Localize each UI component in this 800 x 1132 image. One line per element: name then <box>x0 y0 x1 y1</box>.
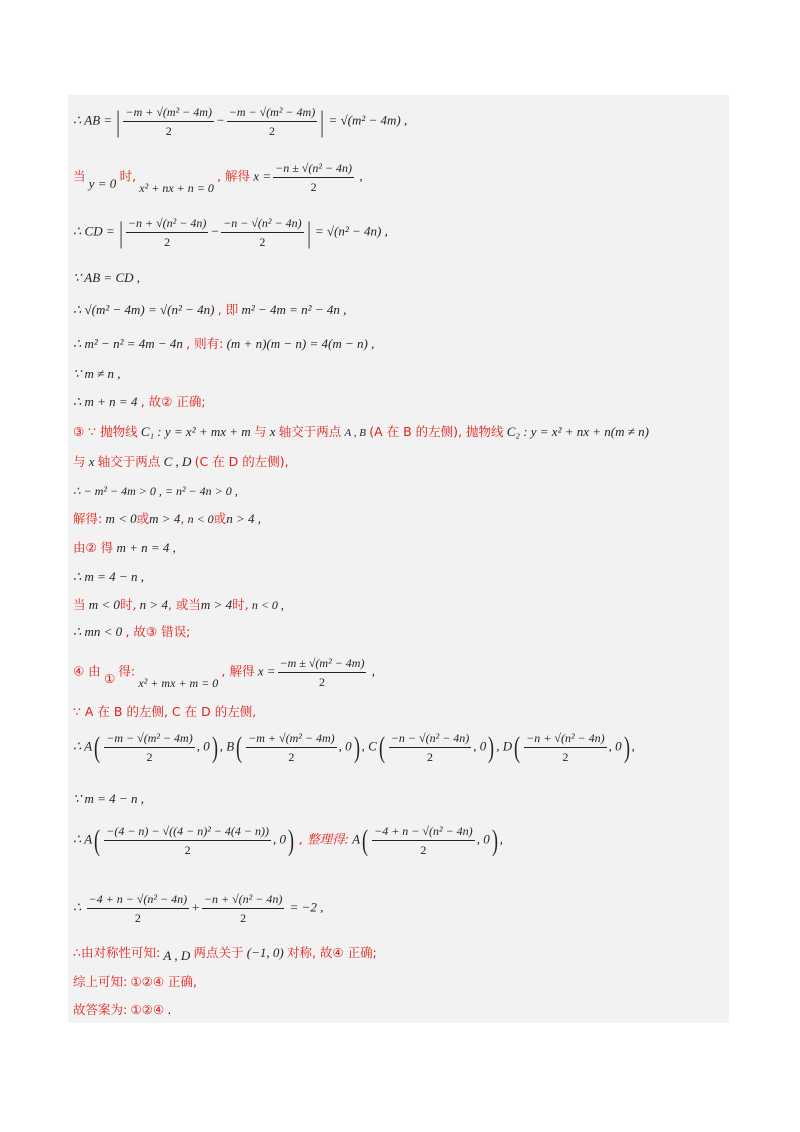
sum-result: = −2 , <box>289 899 324 915</box>
math-x: x = <box>253 168 272 184</box>
text-wrong-3: , 故③ 错误; <box>125 624 191 639</box>
line-from-2 <box>73 540 176 556</box>
text-or: 或 <box>213 511 227 526</box>
math-x: x <box>88 454 95 469</box>
ab-result: = √(m² − 4m) , <box>328 112 408 128</box>
frac-num: −(4 − n) − √((4 − n)² − 4(4 − n)) <box>104 823 271 841</box>
line-cases <box>73 597 284 613</box>
line-m-eq: ∴ m = 4 − n , <box>73 569 144 584</box>
text-circled-1: ① <box>103 671 116 687</box>
text-axis-two: 轴交于两点 <box>97 454 161 469</box>
math-eq-n: x² + nx + n = 0 <box>139 181 214 196</box>
frac-den: 2 <box>427 750 434 764</box>
math-cd: C , D <box>163 454 192 469</box>
math-n-lt0: n < 0 , <box>251 598 284 612</box>
frac-den: 2 <box>268 124 275 138</box>
frac-num: −m + √(m² − 4m) <box>123 104 213 122</box>
frac-num: −n ± √(n² − 4n) <box>273 160 354 178</box>
math-eq-m: x² + mx + m = 0 <box>138 676 219 691</box>
frac-den: 2 <box>288 750 295 764</box>
text-answer: ①②④ <box>130 1002 165 1017</box>
line-m-ne-n: ∵ m ≠ n , <box>73 366 121 381</box>
therefore-a: ∴ A <box>73 831 93 847</box>
line-mn-lt0 <box>73 624 190 640</box>
text-yu: 与 <box>73 454 86 469</box>
line-solve-ranges <box>73 511 261 527</box>
math-m-lt0: m < 0 <box>105 511 137 526</box>
text-two-points: 两点关于 <box>193 945 244 960</box>
frac-den: 2 <box>146 750 153 764</box>
text-shi: 时, <box>119 597 137 612</box>
line-midpoint: ∴ $\frac{\text{−4 + n − √(n² − 4n)}}{2}$ + $\frac{\text{−n + √(n² − 4n)}}{2}$ = −2 , <box>73 892 324 925</box>
math-x: x = <box>257 663 276 679</box>
frac-den: 2 <box>164 235 171 249</box>
math-diff: ∴ m² − n² = 4m − 4n <box>73 336 183 351</box>
frac-num: −m − √(m² − 4m) <box>104 730 194 748</box>
frac-num: −m − √(m² − 4m) <box>227 104 317 122</box>
frac-num: −4 + n − √(n² − 4n) <box>87 891 190 909</box>
therefore: ∴ <box>73 738 82 754</box>
math-mn4: ∴ m + n = 4 <box>73 394 138 409</box>
abs-left: | <box>119 215 123 249</box>
comma: , <box>219 738 223 754</box>
line-left-of <box>73 704 256 720</box>
text-get: 得: <box>118 663 136 679</box>
math-m-gt4: m > 4 <box>149 511 181 526</box>
frac-den: 2 <box>184 843 191 857</box>
math-ab: A , B <box>344 427 366 439</box>
comma: , <box>180 511 185 526</box>
text-solve: , 解得 <box>217 168 251 184</box>
math-m-lt0: m < 0 <box>88 597 120 612</box>
line-discriminant: ∴ − m² − 4m > 0 , = n² − 4n > 0 , <box>73 484 238 498</box>
text-or-when: , 或当 <box>167 597 201 612</box>
frac-den: 2 <box>165 124 172 138</box>
comma: , <box>499 831 503 847</box>
frac-num: −4 + n − √(n² − 4n) <box>372 823 475 841</box>
point-c: C <box>368 738 377 754</box>
text-shi: 时, <box>232 597 249 612</box>
text-solve: 解得: <box>73 511 103 526</box>
text-when: 当 <box>73 597 86 612</box>
line-m-plus-n <box>73 394 206 410</box>
math-factor: (m + n)(m − n) = 4(m − n) , <box>226 336 375 351</box>
period: . <box>167 1002 172 1017</box>
abs-right: | <box>320 104 324 138</box>
math-n-gt4: n > 4 , <box>226 511 261 526</box>
math-sqrt-eq: ∴ √(m² − 4m) = √(n² − 4n) <box>73 302 215 317</box>
frac-den: 2 <box>318 675 325 689</box>
math-mn-lt0: ∴ mn < 0 <box>73 624 123 639</box>
math-c2: C₂ : y = x² + nx + n(m ≠ n) <box>506 424 649 439</box>
line-answer <box>73 1002 171 1018</box>
text-or: 或 <box>136 511 150 526</box>
comma: , <box>359 168 363 184</box>
text-summary: 综上可知: <box>73 974 128 989</box>
line-parabola-c2 <box>73 454 289 470</box>
line-factor <box>73 336 374 352</box>
line-ab-eq-cd: ∵ AB = CD , <box>73 270 140 285</box>
line-summary <box>73 974 197 990</box>
text-parabola: ③ ∵ 抛物线 <box>73 424 138 439</box>
comma: , <box>361 738 365 754</box>
line-y-zero <box>73 160 363 195</box>
line-points: ∴ A( $\frac{\text{−m − √(m² − 4m)}}{2}$ , 0) , B( $\frac{\text{−m + √(m² − 4m)}}{2}$ , 0) , C( $\frac{\text{−n − √(n² − 4n)}}{2}$ , 0) , D( $\frac{\text{−n + √(n² − 4n)}}{2}$ , 0) , <box>73 730 635 764</box>
math-c1: C₁ : y = x² + mx + m <box>140 424 251 439</box>
cd-result: = √(n² − 4n) , <box>314 223 388 239</box>
text-when: 当 <box>73 168 86 184</box>
frac-den: 2 <box>259 235 266 249</box>
math-x: x <box>269 424 276 439</box>
text-shi: 时, <box>119 168 137 184</box>
frac-num: −n − √(n² − 4n) <box>389 730 471 748</box>
comma: , <box>496 738 500 754</box>
text-solve: , 解得 <box>221 663 255 679</box>
ab-label: ∴ AB = <box>73 112 113 128</box>
coord-zero: , 0 <box>196 738 210 754</box>
coord-zero: , 0 <box>338 738 352 754</box>
point-d: D <box>502 738 513 754</box>
comma: , <box>631 738 635 754</box>
line-cd-length: ∴ CD = | $\frac{\text{−n + √(n² − 4n)}}{2}$ − $\frac{\text{−n − √(n² − 4n)}}{2}$ | = √(n² − 4n) , <box>73 215 388 249</box>
line-solve-c1 <box>73 655 375 690</box>
frac-num: −m + √(m² − 4m) <box>246 730 336 748</box>
line-parabola-c1 <box>73 424 649 441</box>
text-from-2: 由② 得 <box>73 540 114 555</box>
therefore: ∴ <box>73 899 82 915</box>
frac-num: −n − √(n² − 4n) <box>221 215 303 233</box>
comma: , <box>371 663 375 679</box>
text-ji: , 即 <box>217 302 239 317</box>
coord-zero: , 0 <box>476 831 490 847</box>
abs-left: | <box>116 104 121 138</box>
math-mn4: m + n = 4 , <box>116 540 176 555</box>
cd-label: ∴ CD = <box>73 223 115 239</box>
line-point-a-sub: ∴ A( $\frac{\text{−(4 − n) − √((4 − n)² − 4(4 − n))}}{2}$ , 0) , 整理得: A( $\frac{\text{−4 + n − √(n² − 4n)}}{2}$ , 0) , <box>73 823 503 857</box>
frac-den: 2 <box>310 180 317 194</box>
math-n-gt4: n > 4 <box>139 597 168 612</box>
text-c-left: (C 在 D 的左侧), <box>194 454 289 469</box>
text-correct-2: , 故② 正确; <box>140 394 206 409</box>
frac-num: −n + √(n² − 4n) <box>126 215 208 233</box>
coord-zero: , 0 <box>608 738 622 754</box>
math-y0: y = 0 <box>88 176 117 192</box>
math-point: (−1, 0) <box>246 945 284 960</box>
coord-zero: , 0 <box>473 738 487 754</box>
frac-num: −m ± √(m² − 4m) <box>278 655 367 673</box>
line-ab-length: ∴ AB = | $\frac{\text{−m + √(m² − 4m)}}{2}$ − $\frac{\text{−m − √(m² − 4m)}}{2}$ | = √(m² − 4m) , <box>73 104 408 138</box>
line-sqrt-eq <box>73 302 346 318</box>
coord-zero: , 0 <box>272 831 286 847</box>
text-symmetry: ∴由对称性可知: <box>73 945 161 960</box>
text-correct-set: ①②④ 正确, <box>130 974 198 989</box>
text-answer-label: 故答案为: <box>73 1002 128 1017</box>
frac-den: 2 <box>240 911 247 925</box>
point-a: A <box>84 738 93 754</box>
frac-num: −n + √(n² − 4n) <box>202 891 284 909</box>
frac-den: 2 <box>420 843 427 857</box>
frac-den: 2 <box>562 750 569 764</box>
text-then: , 则有: <box>186 336 224 351</box>
point-b: B <box>226 738 235 754</box>
text-axis-two: 轴交于两点 <box>278 424 342 439</box>
frac-num: −n + √(n² − 4n) <box>524 730 606 748</box>
text-by: ④ 由 <box>73 663 101 679</box>
text-simplify: , 整理得: <box>299 831 349 847</box>
math-eq2: m² − 4m = n² − 4n , <box>241 302 347 317</box>
math-m-gt4: m > 4 <box>200 597 233 612</box>
frac-den: 2 <box>134 911 141 925</box>
abs-right: | <box>306 215 311 249</box>
text-left-of: ∵ A 在 B 的左侧, C 在 D 的左侧, <box>73 704 257 719</box>
text-correct-4: 对称, 故④ 正确; <box>286 945 377 960</box>
math-ad: A , D <box>163 948 191 963</box>
line-m-sub: ∵ m = 4 − n , <box>73 791 144 806</box>
point-a: A <box>352 831 361 847</box>
text-yu: 与 <box>253 424 267 439</box>
text-a-left: (A 在 B 的左侧), 抛物线 <box>369 424 504 439</box>
line-symmetry <box>73 945 377 961</box>
math-n-lt0: n < 0 <box>187 512 214 526</box>
